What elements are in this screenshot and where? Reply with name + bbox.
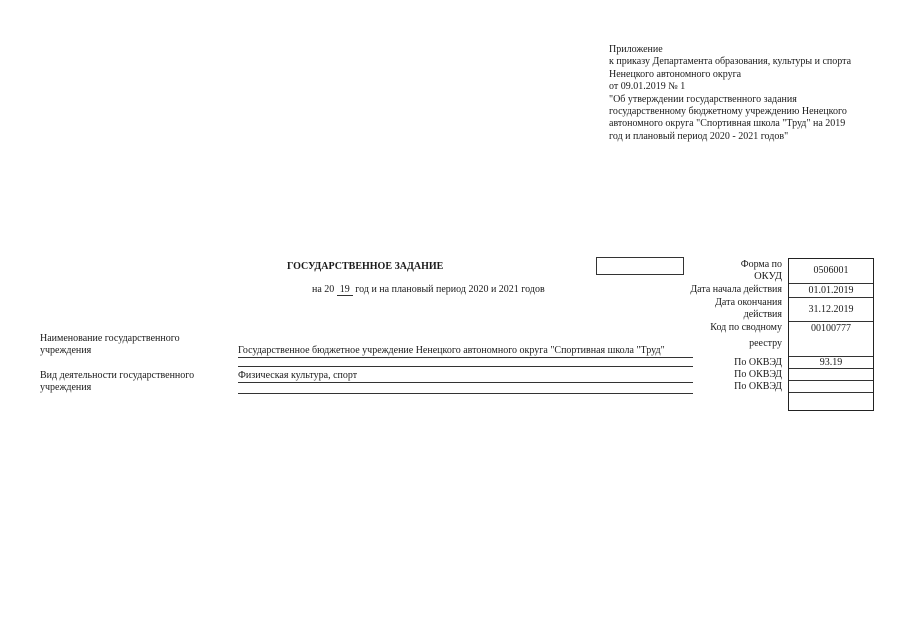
- number-box: [596, 257, 684, 275]
- underline: [238, 382, 693, 383]
- underline: [238, 393, 693, 394]
- okud-value: 0506001: [789, 259, 873, 284]
- approval-line: Приложение: [609, 44, 663, 55]
- okved-label-3: По ОКВЭД: [734, 381, 782, 392]
- start-date-label: Дата начала действия: [690, 284, 782, 295]
- period-prefix: на 20: [312, 284, 335, 295]
- registry-value: 00100777: [789, 322, 873, 357]
- okved-value-1: 93.19: [789, 357, 873, 369]
- end-date-value: 31.12.2019: [789, 298, 873, 322]
- institution-name-value: Государственное бюджетное учреждение Ненецкого автономного округа "Спортивная школа "Труд": [238, 345, 665, 356]
- okved-label-2: По ОКВЭД: [734, 369, 782, 380]
- activity-type-label: Вид деятельности государственного учреждения: [40, 370, 195, 393]
- approval-line: год и плановый период 2020 - 2021 годов": [609, 130, 789, 142]
- approval-block: [609, 44, 851, 143]
- period-suffix: год и на плановый период 2020 и 2021 годов: [355, 284, 545, 295]
- approval-line: к приказу Департамента образования, культуры и спорта: [609, 56, 852, 68]
- okud-label: Форма по ОКУД: [740, 259, 782, 282]
- okved-value-3: [789, 381, 873, 393]
- period-line: [312, 284, 545, 296]
- approval-line: от 09.01.2019 № 1: [609, 81, 686, 93]
- period-year: 19: [337, 284, 353, 296]
- okved-label-1: По ОКВЭД: [734, 357, 782, 368]
- approval-line: автономного округа "Спортивная школа "Труд" на 2019: [609, 118, 846, 130]
- underline: [238, 357, 693, 358]
- institution-name-label: Наименование государственного учреждения: [40, 333, 180, 356]
- code-table: [788, 258, 874, 411]
- activity-type-value: Физическая культура, спорт: [238, 370, 358, 381]
- registry-label: Код по сводному реестру: [710, 322, 782, 349]
- underline: [238, 366, 693, 367]
- okved-value-2: [789, 369, 873, 381]
- approval-line: "Об утверждении государственного задания: [609, 93, 797, 105]
- approval-line: Ненецкого автономного округа: [609, 68, 742, 80]
- start-date-value: 01.01.2019: [789, 284, 873, 298]
- document-title: ГОСУДАРСТВЕННОЕ ЗАДАНИЕ: [287, 261, 444, 272]
- approval-line: государственному бюджетному учреждению Ненецкого: [609, 106, 847, 118]
- end-date-label: Дата окончания действия: [715, 297, 782, 320]
- code-table-spacer: [789, 393, 873, 410]
